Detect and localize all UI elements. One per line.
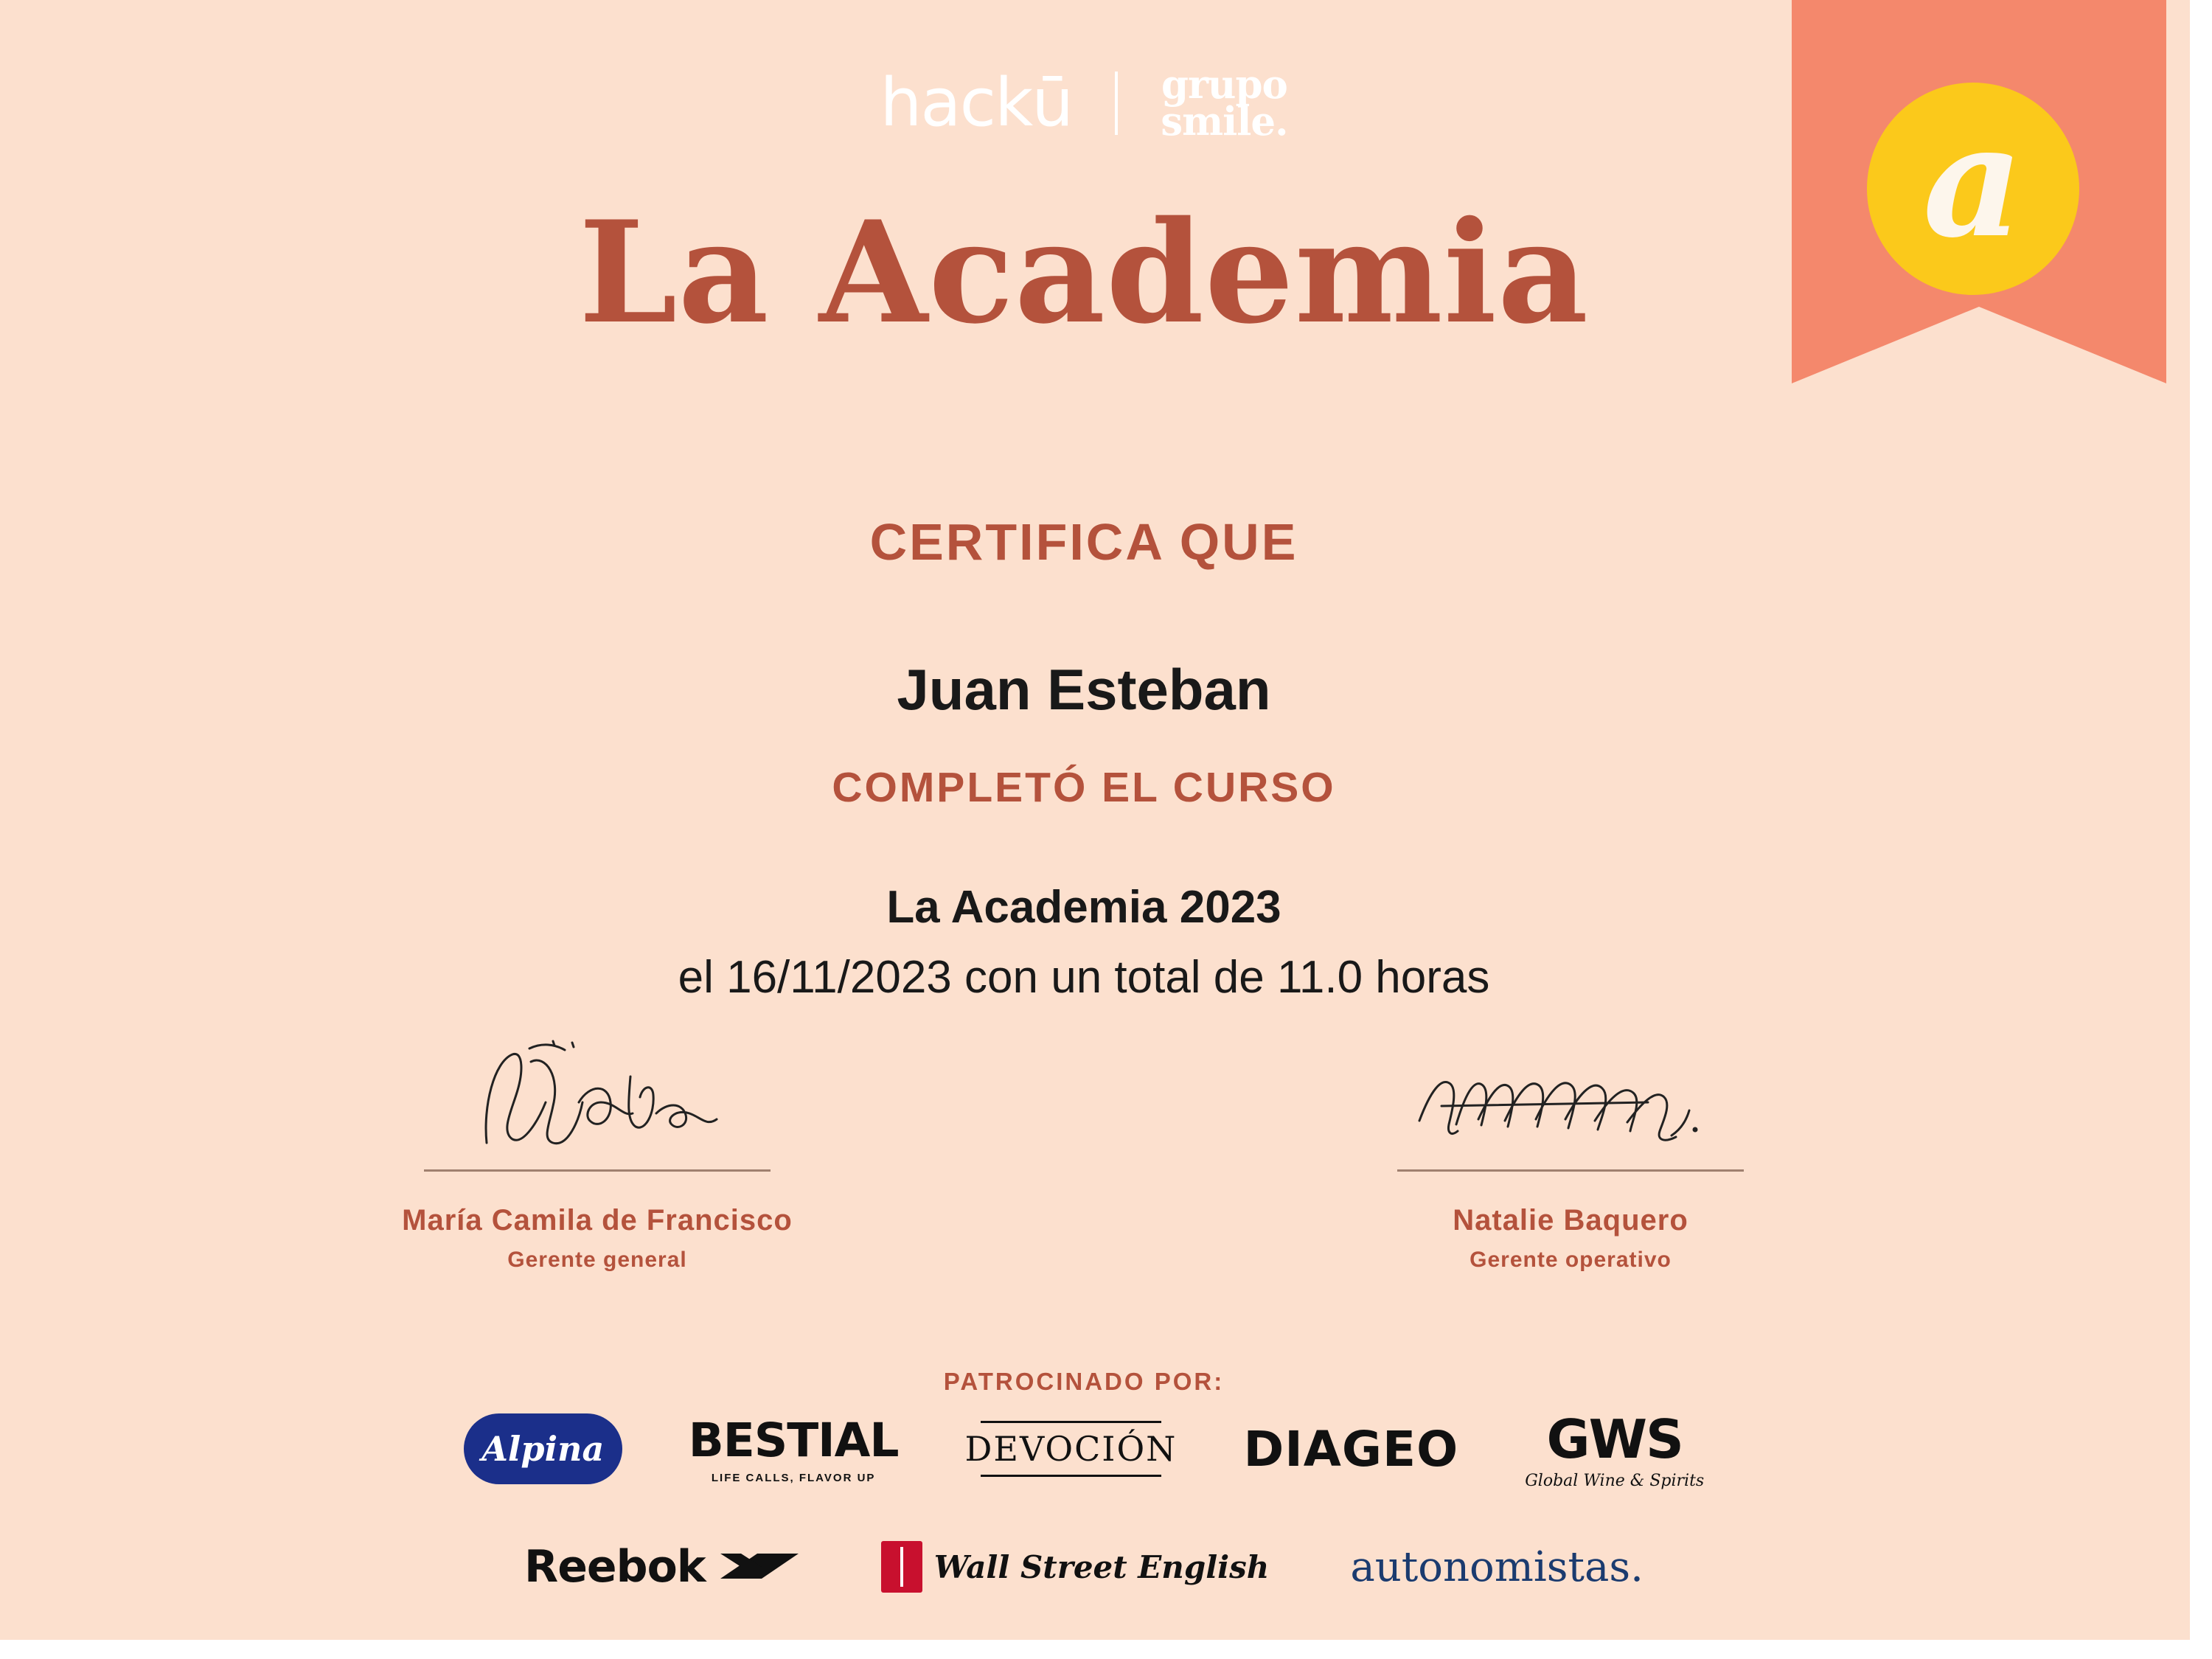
sponsors-row-2 [0,1523,2168,1611]
brand-logos [0,62,2168,145]
sponsor-reebok-logo [524,1523,800,1611]
recipient-name: Juan Esteban [897,657,1271,722]
signature-section [0,1032,2168,1273]
signature-block [1342,1032,1799,1273]
signature-block [369,1032,826,1273]
sponsor-gws-label: GWS [1546,1408,1683,1470]
sponsors-label: PATROCINADO POR: [943,1368,1225,1395]
sponsor-alpina-logo [464,1405,622,1493]
sponsor-devocion-logo [965,1405,1178,1493]
signer-role: Gerente operativo [1470,1248,1672,1272]
grupo-smile-line1: grupo [1161,62,1287,108]
signature-rule [1397,1169,1744,1172]
wse-book-icon [881,1541,922,1593]
signer-role: Gerente general [507,1248,687,1272]
signature-mark-icon [369,1032,826,1165]
sponsor-autonomistas-label: autonomistas. [1350,1543,1644,1591]
sponsor-wall-street-english-logo [881,1523,1270,1611]
sponsors-row-1 [0,1405,2168,1493]
sponsor-devocion-label: DEVOCIÓN [964,1429,1178,1469]
devocion-rule-top [981,1421,1161,1423]
devocion-rule-bottom [981,1475,1161,1477]
sponsor-bestial-tagline: LIFE CALLS, FLAVOR UP [711,1472,876,1484]
signer-name: Natalie Baquero [1453,1204,1688,1237]
badge-letter: a [1922,90,2024,272]
certifies-label: CERTIFICA QUE [869,513,1298,571]
date-and-hours: el 16/11/2023 con un total de 11.0 horas [678,952,1490,1003]
signature-mark-icon [1342,1032,1799,1165]
sponsor-diageo-label: DIAGEO [1243,1420,1459,1478]
signer-name: María Camila de Francisco [402,1204,793,1237]
reebok-delta-icon [719,1546,800,1587]
page-title: La Academia [578,190,1590,355]
signature-rule [424,1169,771,1172]
hacku-logo: hackū [880,64,1073,142]
sponsor-alpina-label: Alpina [464,1413,622,1484]
sponsor-gws-logo [1525,1405,1704,1493]
sponsor-diageo-logo [1243,1405,1458,1493]
grupo-smile-logo [1161,62,1288,145]
completed-label: COMPLETÓ EL CURSO [832,764,1336,811]
sponsor-gws-tagline: Global Wine & Spirits [1525,1471,1705,1490]
logo-divider [1115,72,1118,135]
sponsor-bestial-label: BESTIAL [688,1413,899,1467]
sponsor-reebok-label: Reebok [524,1541,706,1593]
sponsor-bestial-logo [689,1405,899,1493]
page-right-margin [2190,0,2212,1659]
page-bottom-margin [0,1640,2212,1659]
sponsor-wse-label: Wall Street English [933,1548,1270,1585]
grupo-smile-line2: smile. [1161,99,1288,145]
course-name: La Academia 2023 [886,882,1281,933]
sponsor-autonomistas-logo [1350,1523,1644,1611]
